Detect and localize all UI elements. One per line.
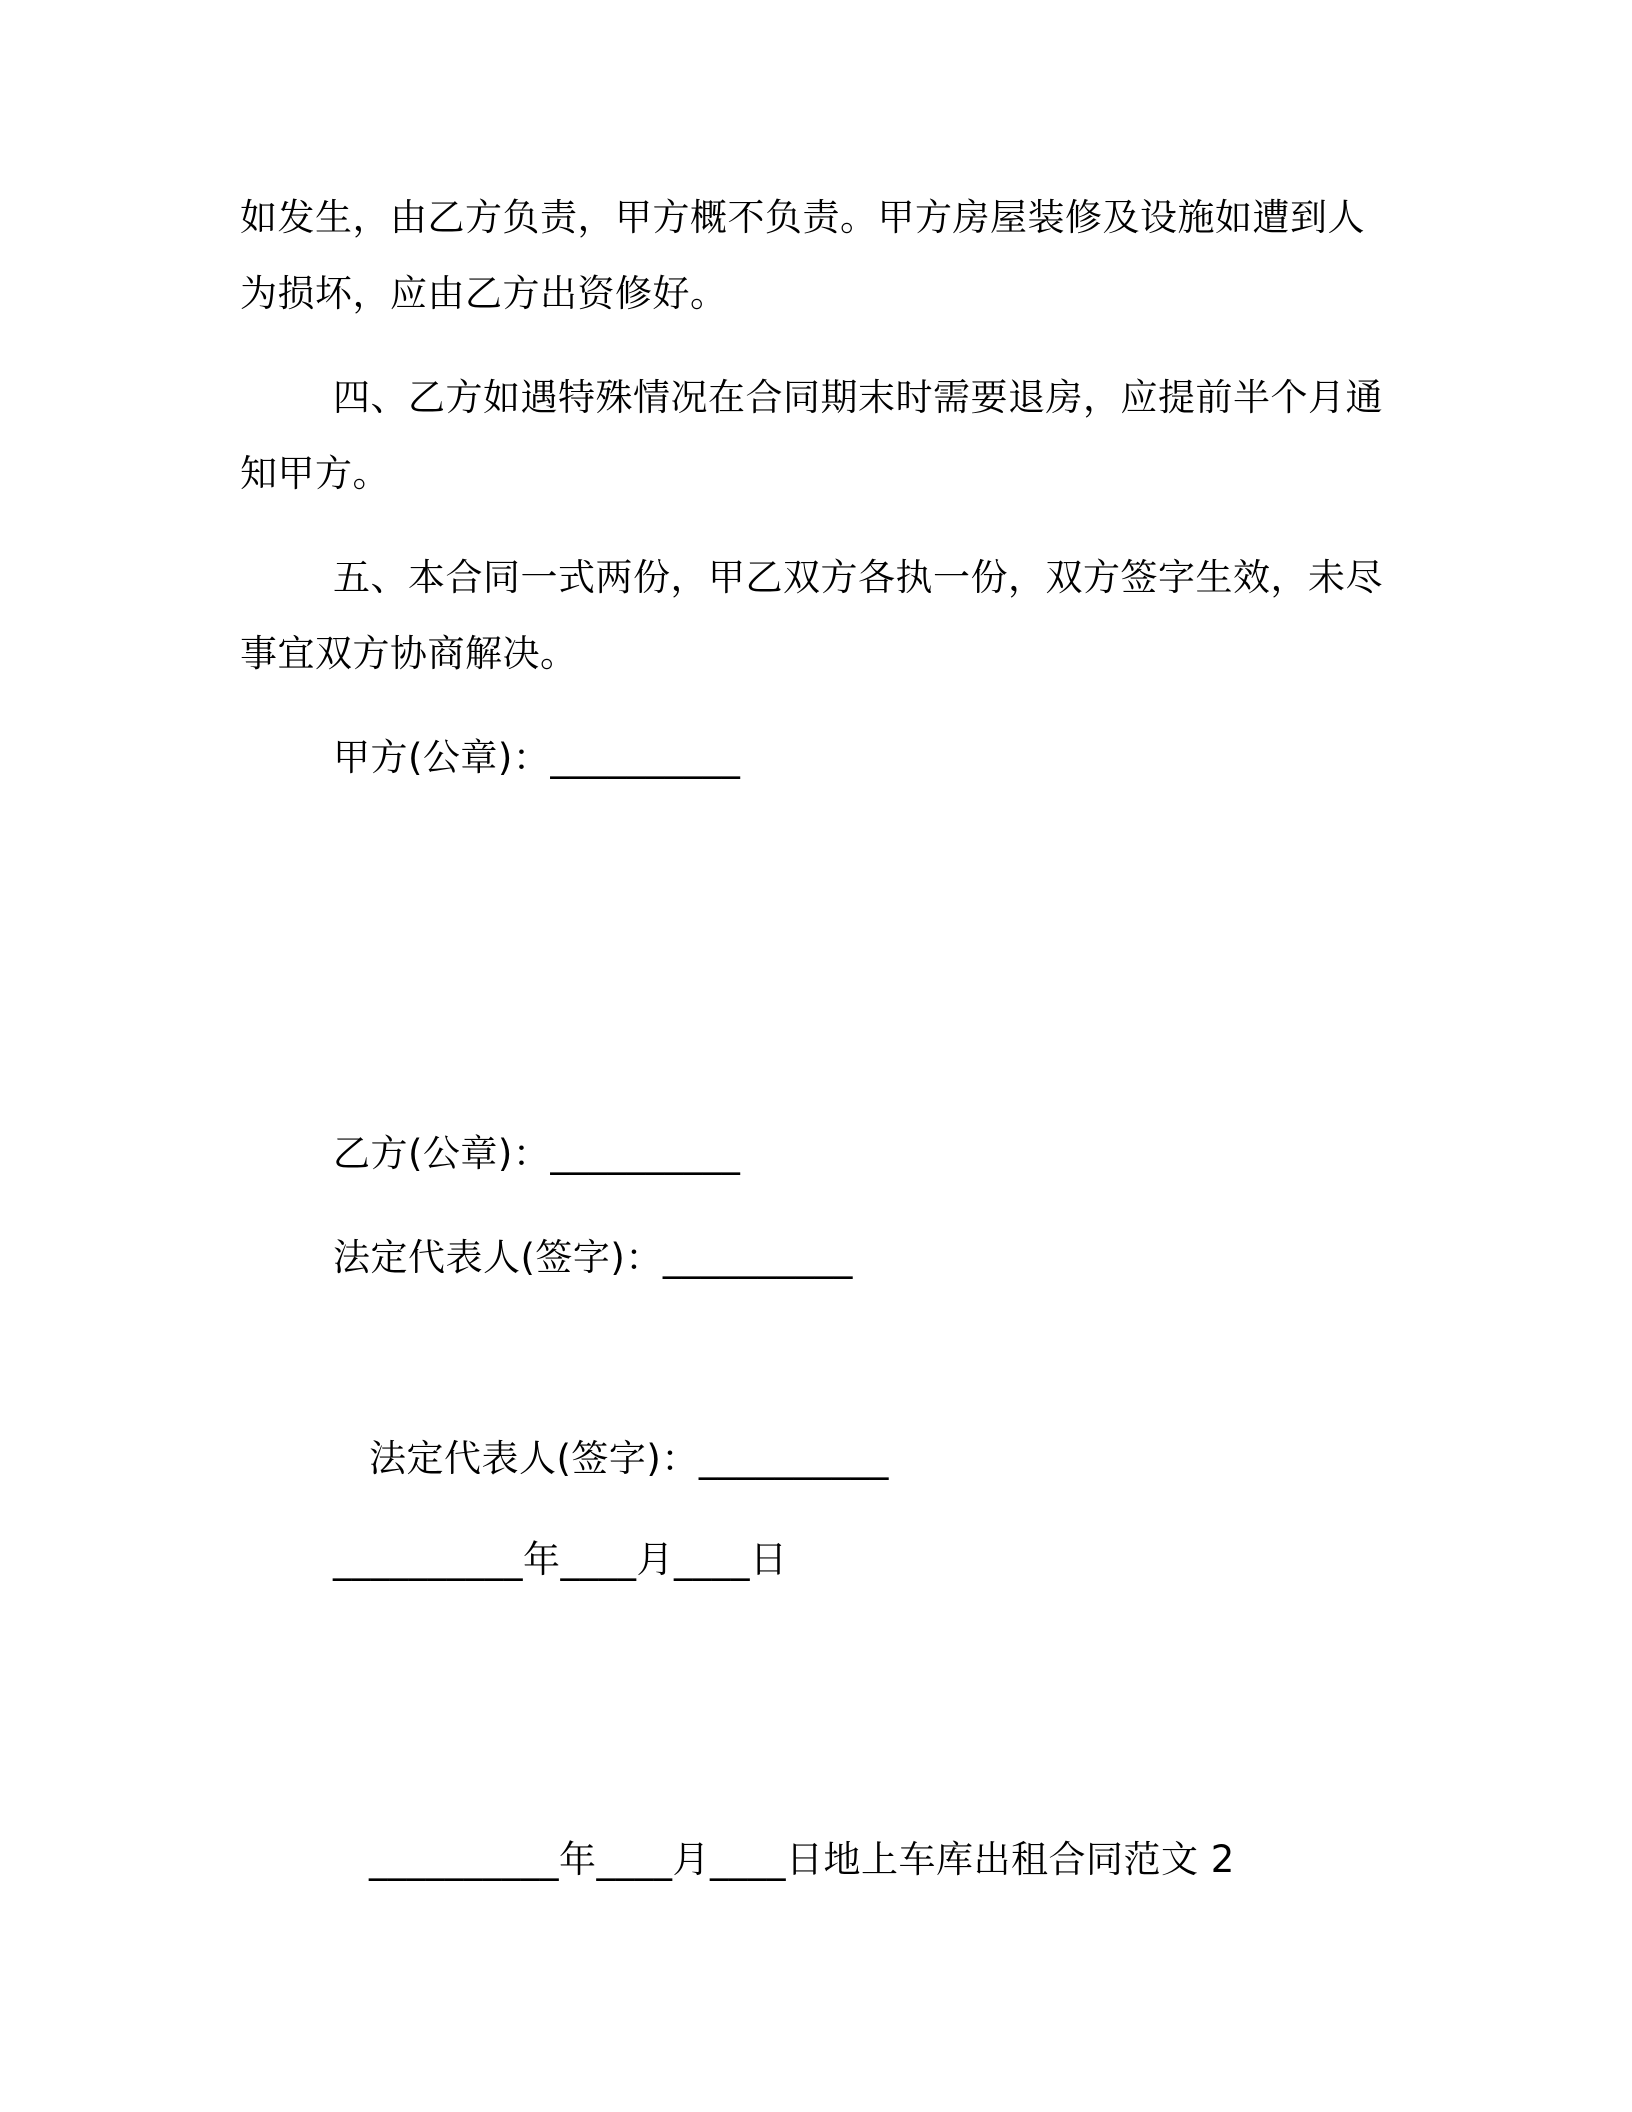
- clause-4-line: 知甲方。: [240, 452, 390, 495]
- paragraph-line: 如发生，由乙方负责，甲方概不负责。甲方房屋装修及设施如遭到人: [240, 196, 1365, 239]
- party-b-seal-line: 乙方(公章)：__________: [333, 1132, 741, 1175]
- date-line: __________年____月____日: [333, 1538, 788, 1581]
- paragraph-line: 为损坏，应由乙方出资修好。: [240, 272, 728, 315]
- clause-5-line: 五、本合同一式两份，甲乙双方各执一份，双方签字生效，未尽: [333, 556, 1383, 599]
- clause-4-line: 四、乙方如遇特殊情况在合同期末时需要退房，应提前半个月通: [333, 376, 1383, 419]
- legal-representative-signature-line: 法定代表人(签字)：__________: [333, 1236, 853, 1279]
- next-section-title: __________年____月____日地上车库出租合同范文 2: [369, 1838, 1235, 1881]
- legal-representative-signature-line: 法定代表人(签字)：__________: [369, 1437, 889, 1480]
- clause-5-line: 事宜双方协商解决。: [240, 632, 578, 675]
- party-a-seal-line: 甲方(公章)：__________: [333, 736, 741, 779]
